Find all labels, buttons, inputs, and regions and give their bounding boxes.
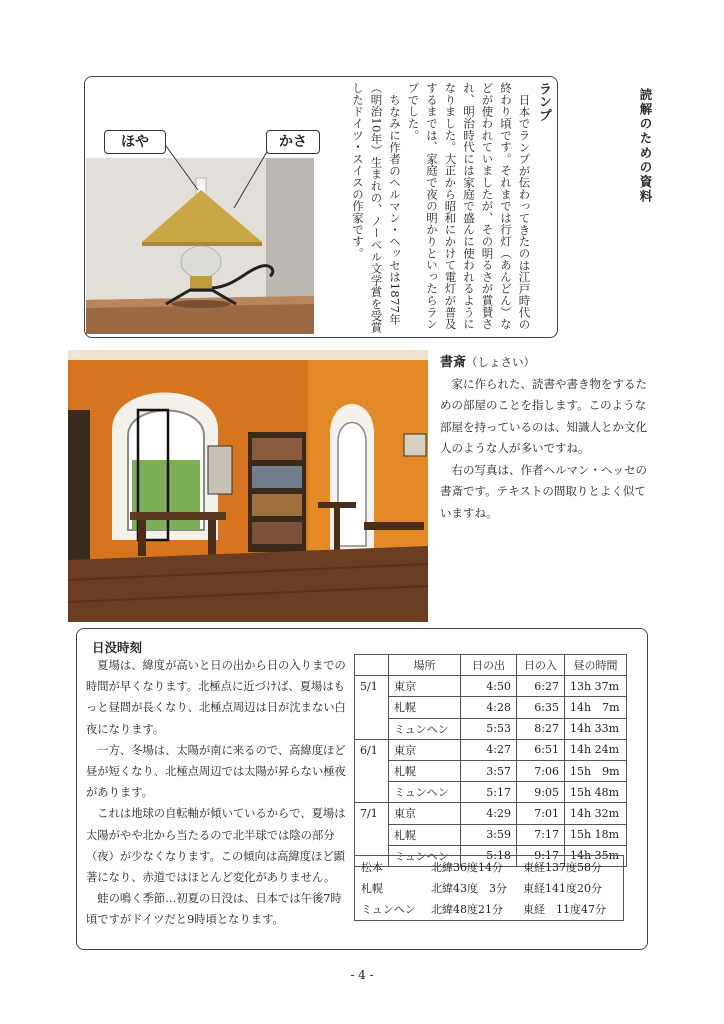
lamp-paragraph: 日本でランプが伝わってきたのは江戸時代の終わり頃です。それまでは行灯（あんどん）などが使われていましたが、その明るさが賞賛され、明治時代には家庭で盛んに使われるようになりました。大正から昭和にかけて電灯が普及するまでは、家庭で夜の明かりといったらランプでした。 [406,82,532,330]
coords-lon: 東経141度20分 [523,881,602,895]
place-cell: 東京 [389,676,461,697]
set-cell: 6:35 [517,697,565,718]
callout-hoya: ほや [104,130,166,154]
callout-kasa: かさ [266,130,320,154]
sunset-table [354,654,627,867]
place-cell: ミュンヘン [389,845,461,866]
place-cell: 札幌 [389,697,461,718]
side-label: 読解のための資料 [638,88,653,204]
day-cell: 14h 35m [565,845,627,866]
lamp-title: ランプ [536,82,551,122]
place-cell: ミュンヘン [389,718,461,739]
day-cell: 14h 32m [565,803,627,824]
coords-row [355,856,623,877]
table-row [355,697,627,718]
table-row [355,718,627,739]
table-header: 昼の時間 [565,655,627,676]
table-row [355,760,627,781]
coords-lon: 東経 11度47分 [523,902,606,916]
table-header: 場所 [389,655,461,676]
sunset-paragraph: これは地球の自転軸が傾いているからで、夏場は太陽がやや北から当たるので北半球では陰の部分（夜）が少なくなります。この傾向は高緯度ほど顕著になり、赤道ではほとんど変化がありません。 [86,807,346,885]
study-text [440,352,652,524]
coords-row [355,877,623,898]
sunset-paragraph: 夏場は、緯度が高いと日の出から日の入りまでの時間が早くなります。北極点に近づけば、夏場はもっと昼間が長くなり、北極点周辺は日が沈まない白夜になります。 [86,659,346,736]
table-row [355,782,627,803]
table-header: 日の出 [461,655,517,676]
rise-cell: 3:59 [461,824,517,845]
set-cell: 7:17 [517,824,565,845]
rise-cell: 4:28 [461,697,517,718]
coords-row [355,898,623,919]
rise-cell: 5:18 [461,845,517,866]
day-cell: 15h 9m [565,760,627,781]
coords-list [354,855,624,921]
set-cell: 9:05 [517,782,565,803]
rise-cell: 4:50 [461,676,517,697]
sunset-table-body [355,676,627,867]
day-cell: 14h 33m [565,718,627,739]
rise-cell: 5:53 [461,718,517,739]
table-header [355,655,389,676]
set-cell: 9:17 [517,845,565,866]
table-row [355,824,627,845]
rise-cell: 5:17 [461,782,517,803]
coords-lat: 北緯48度21分 [431,902,503,916]
set-cell: 7:06 [517,760,565,781]
day-cell: 14h 24m [565,739,627,760]
set-cell: 8:27 [517,718,565,739]
day-cell: 15h 48m [565,782,627,803]
table-header: 日の入 [517,655,565,676]
date-cell: 7/1 [355,803,389,867]
coords-place: 松本 [361,860,383,874]
place-cell: 札幌 [389,824,461,845]
date-cell: 5/1 [355,676,389,740]
lamp-text [330,82,552,334]
rise-cell: 3:57 [461,760,517,781]
date-cell: 6/1 [355,739,389,803]
table-row [355,739,627,760]
place-cell: ミュンヘン [389,782,461,803]
place-cell: 東京 [389,739,461,760]
study-reading: （しょさい） [466,355,536,369]
page-number: - 4 - [350,968,374,982]
lamp-paragraph: ちなみに作者のヘルマン・ヘッセは1877年（明治10年）生まれの、ノーベル文学賞を受賞したドイツ・スイスの作家です。 [351,82,402,334]
sunset-title: 日没時刻 [92,640,143,655]
rise-cell: 4:27 [461,739,517,760]
coords-place: ミュンヘン [361,902,416,916]
coords-lon: 東経137度58分 [523,860,602,874]
day-cell: 15h 18m [565,824,627,845]
study-title: 書斎 [440,355,467,370]
place-cell: 札幌 [389,760,461,781]
study-photo [68,350,428,622]
set-cell: 6:27 [517,676,565,697]
coords-place: 札幌 [361,881,383,895]
set-cell: 6:51 [517,739,565,760]
coords-lat: 北緯36度14分 [431,860,503,874]
day-cell: 14h 7m [565,697,627,718]
study-paragraph: 右の写真は、作者ヘルマン・ヘッセの書斎です。テキストの間取りとよく似ていますね。 [440,462,647,520]
place-cell: 東京 [389,803,461,824]
study-paragraph: 家に作られた、読書や書き物をするための部屋のことを指します。このような部屋を持っているのは、知識人とか文化人のような人が多いですね。 [440,376,647,455]
sunset-paragraph: 蛙の鳴く季節…初夏の日没は、日本では午後7時頃ですがドイツだと9時頃となります。 [86,892,342,927]
sunset-text [86,655,348,931]
table-row [355,676,627,697]
set-cell: 7:01 [517,803,565,824]
sunset-paragraph: 一方、冬場は、太陽が南に来るので、高緯度ほど昼が短くなり、北極点周辺では太陽が昇らない極夜があります。 [86,743,346,800]
rise-cell: 4:29 [461,803,517,824]
day-cell: 13h 37m [565,676,627,697]
table-row [355,803,627,824]
coords-lat: 北緯43度 3分 [431,881,507,895]
table-header-row [355,655,627,676]
